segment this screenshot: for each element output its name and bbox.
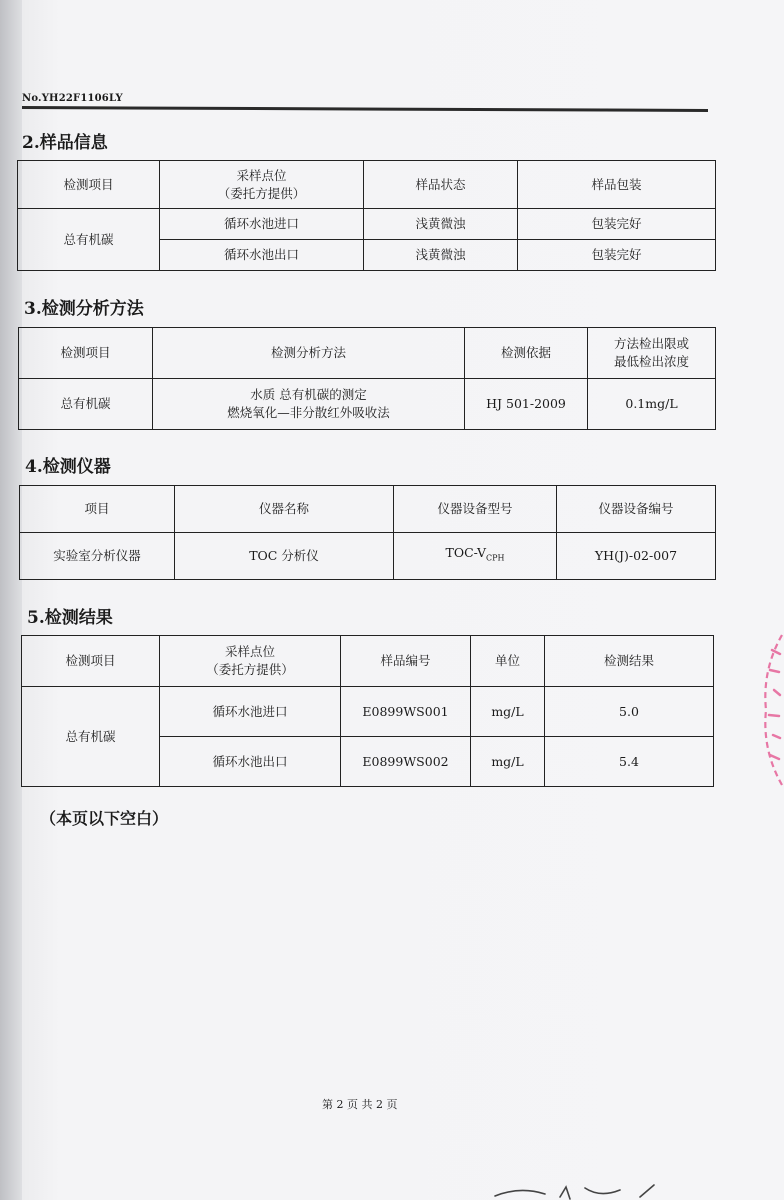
section-title-instrument: 4.检测仪器 <box>25 457 111 477</box>
table-cell: 浅黄微浊 <box>364 209 518 240</box>
document-number: No.YH22F1106LY <box>22 93 123 104</box>
section-title-sample-info: 2.样品信息 <box>22 133 108 153</box>
header-cell: 仪器设备型号 <box>394 486 557 533</box>
header-cell: 项目 <box>20 486 175 533</box>
sample-info-table <box>17 160 716 271</box>
basis-cell: HJ 501-2009 <box>465 379 588 430</box>
item-cell: 总有机碳 <box>18 209 160 271</box>
item-cell: 实验室分析仪器 <box>20 533 175 580</box>
blank-below-note: （本页以下空白） <box>40 809 169 828</box>
table-cell: 包装完好 <box>518 240 716 271</box>
header-cell: 检测项目 <box>22 636 160 687</box>
table-row <box>18 209 716 240</box>
instrument-model-cell: TOC-$V_{CPH}$ <box>394 533 557 580</box>
table-row <box>19 379 716 430</box>
item-cell: 总有机碳 <box>22 687 160 787</box>
header-cell: 样品包装 <box>518 161 716 209</box>
item-cell: 总有机碳 <box>19 379 153 430</box>
header-cell: 采样点位 （委托方提供） <box>160 636 341 687</box>
header-cell: 检测结果 <box>545 636 714 687</box>
analysis-method-table <box>18 327 716 430</box>
table-header-row <box>22 636 714 687</box>
table-cell: E0899WS002 <box>341 737 471 787</box>
limit-cell: 0.1mg/L <box>588 379 716 430</box>
handwritten-mark <box>490 1182 690 1200</box>
header-cell: 方法检出限或 最低检出浓度 <box>588 328 716 379</box>
table-cell: 包装完好 <box>518 209 716 240</box>
instrument-table <box>19 485 716 580</box>
section-title-results: 5.检测结果 <box>27 608 113 628</box>
table-cell: 5.4 <box>545 737 714 787</box>
table-cell: 循环水池进口 <box>160 687 341 737</box>
method-cell: 水质 总有机碳的测定 燃烧氧化—非分散红外吸收法 <box>153 379 465 430</box>
table-row <box>22 687 714 737</box>
page-footer: 第 2 页 共 2 页 <box>322 1098 398 1111</box>
instrument-code-cell: YH(J)-02-007 <box>557 533 716 580</box>
instrument-name-cell: TOC 分析仪 <box>175 533 394 580</box>
header-cell: 仪器设备编号 <box>557 486 716 533</box>
table-cell: 循环水池出口 <box>160 737 341 787</box>
section-title-analysis-method: 3.检测分析方法 <box>24 299 144 319</box>
table-header-row <box>18 161 716 209</box>
table-cell: 浅黄微浊 <box>364 240 518 271</box>
table-cell: 循环水池进口 <box>160 209 364 240</box>
header-cell: 单位 <box>471 636 545 687</box>
table-row <box>20 533 716 580</box>
header-cell: 仪器名称 <box>175 486 394 533</box>
header-cell: 样品编号 <box>341 636 471 687</box>
header-cell: 检测分析方法 <box>153 328 465 379</box>
table-cell: mg/L <box>471 687 545 737</box>
header-cell: 采样点位 （委托方提供） <box>160 161 364 209</box>
header-cell: 检测依据 <box>465 328 588 379</box>
header-rule <box>22 106 708 112</box>
header-cell: 检测项目 <box>19 328 153 379</box>
table-header-row <box>19 328 716 379</box>
results-table <box>21 635 714 787</box>
table-cell: mg/L <box>471 737 545 787</box>
table-cell: 循环水池出口 <box>160 240 364 271</box>
table-cell: E0899WS001 <box>341 687 471 737</box>
table-cell: 5.0 <box>545 687 714 737</box>
table-header-row <box>20 486 716 533</box>
red-seal-stamp <box>758 630 784 790</box>
header-cell: 检测项目 <box>18 161 160 209</box>
header-cell: 样品状态 <box>364 161 518 209</box>
